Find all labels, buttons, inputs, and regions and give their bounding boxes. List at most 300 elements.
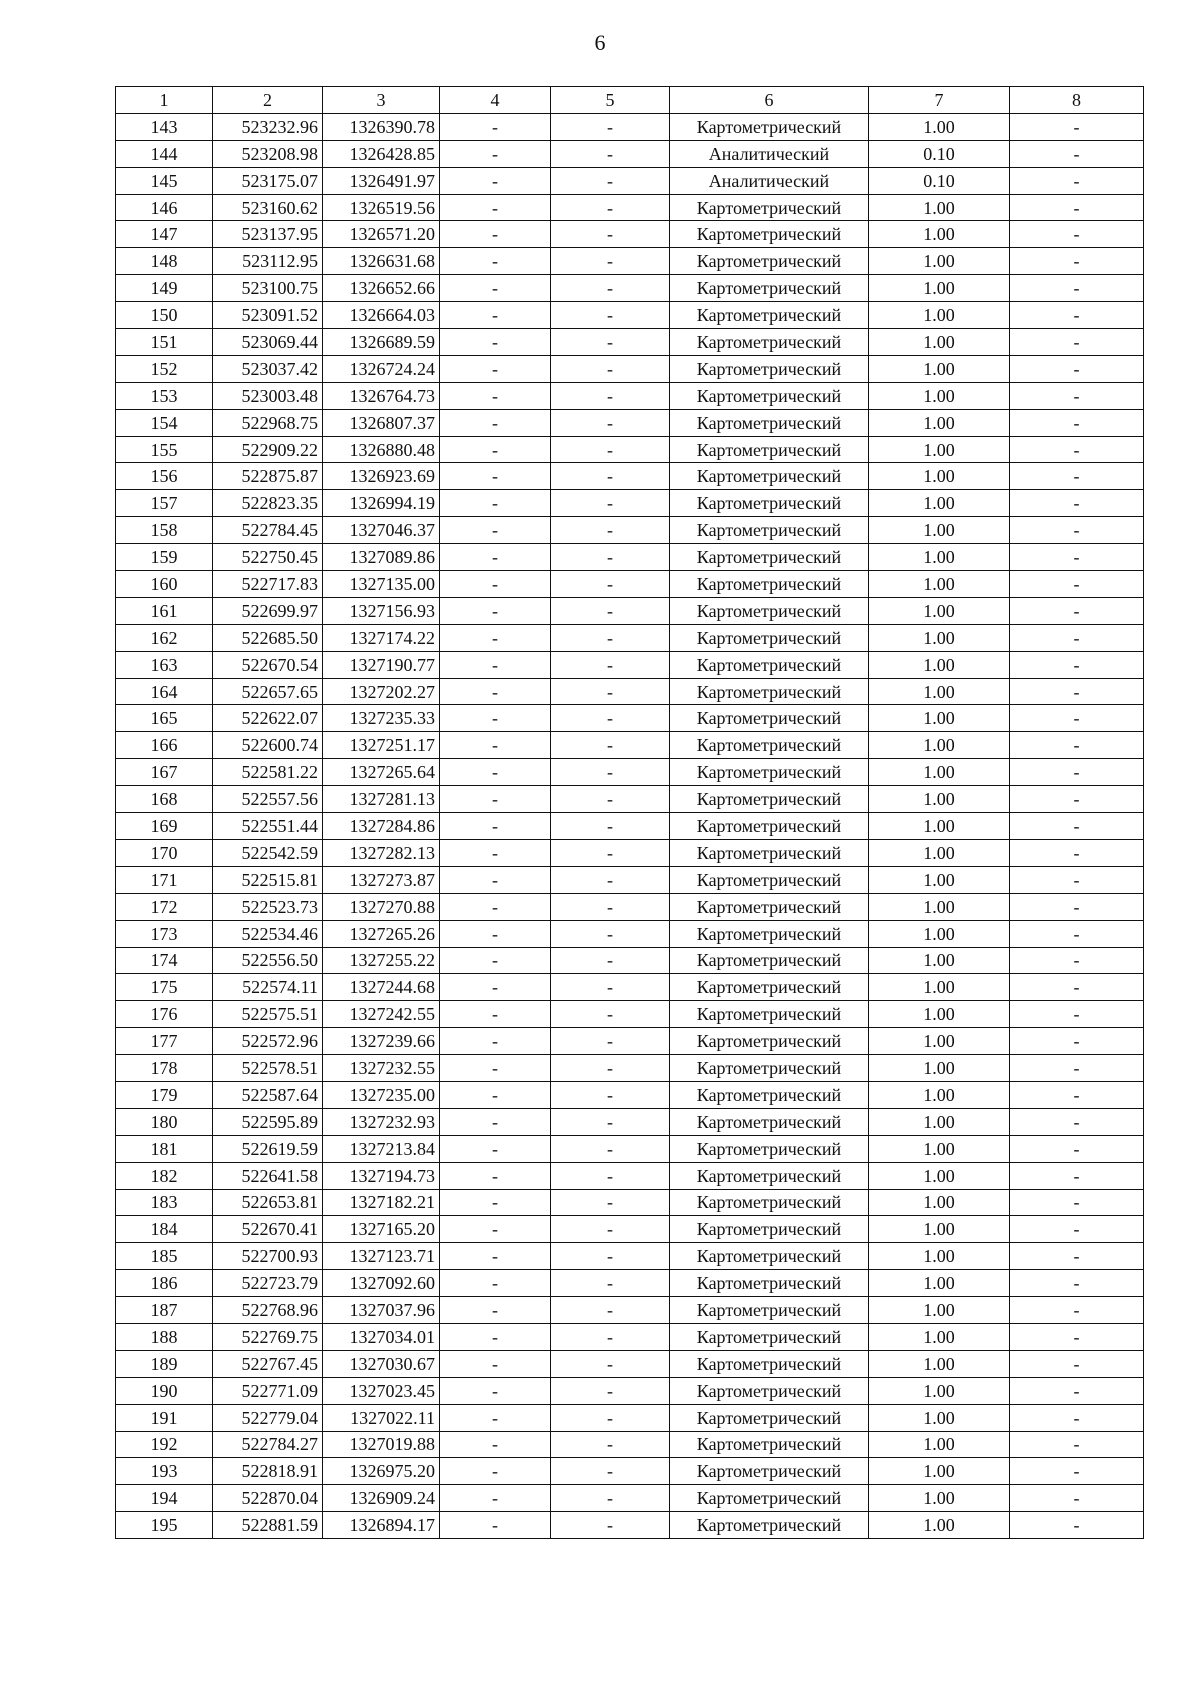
accuracy-cell: 1.00 bbox=[869, 786, 1010, 813]
table-row bbox=[116, 1431, 1144, 1458]
x-coordinate-cell: 522581.22 bbox=[213, 759, 323, 786]
table-row bbox=[116, 1243, 1144, 1270]
accuracy-cell: 1.00 bbox=[869, 490, 1010, 517]
column-4-cell: - bbox=[440, 1431, 551, 1458]
accuracy-cell: 0.10 bbox=[869, 140, 1010, 167]
column-4-cell: - bbox=[440, 248, 551, 275]
x-coordinate-cell: 523003.48 bbox=[213, 382, 323, 409]
accuracy-cell: 1.00 bbox=[869, 597, 1010, 624]
method-cell: Картометрический bbox=[670, 974, 869, 1001]
accuracy-cell: 1.00 bbox=[869, 329, 1010, 356]
method-cell: Картометрический bbox=[670, 839, 869, 866]
point-number-cell: 193 bbox=[116, 1458, 213, 1485]
column-8-cell: - bbox=[1010, 705, 1144, 732]
y-coordinate-cell: 1326664.03 bbox=[323, 302, 440, 329]
column-5-cell: - bbox=[551, 382, 670, 409]
table-row bbox=[116, 194, 1144, 221]
column-8-cell: - bbox=[1010, 571, 1144, 598]
column-8-cell: - bbox=[1010, 651, 1144, 678]
table-row bbox=[116, 974, 1144, 1001]
point-number-cell: 173 bbox=[116, 920, 213, 947]
table-row bbox=[116, 1001, 1144, 1028]
point-number-cell: 178 bbox=[116, 1055, 213, 1082]
column-5-cell: - bbox=[551, 1512, 670, 1539]
x-coordinate-cell: 523137.95 bbox=[213, 221, 323, 248]
column-4-cell: - bbox=[440, 167, 551, 194]
column-4-cell: - bbox=[440, 140, 551, 167]
x-coordinate-cell: 522784.45 bbox=[213, 517, 323, 544]
point-number-cell: 151 bbox=[116, 329, 213, 356]
column-5-cell: - bbox=[551, 678, 670, 705]
table-row bbox=[116, 571, 1144, 598]
column-5-cell: - bbox=[551, 1243, 670, 1270]
column-header-2: 2 bbox=[213, 87, 323, 114]
method-cell: Картометрический bbox=[670, 1485, 869, 1512]
point-number-cell: 182 bbox=[116, 1162, 213, 1189]
y-coordinate-cell: 1326631.68 bbox=[323, 248, 440, 275]
y-coordinate-cell: 1326923.69 bbox=[323, 463, 440, 490]
x-coordinate-cell: 522575.51 bbox=[213, 1001, 323, 1028]
table-row bbox=[116, 1135, 1144, 1162]
y-coordinate-cell: 1327190.77 bbox=[323, 651, 440, 678]
point-number-cell: 155 bbox=[116, 436, 213, 463]
table-row bbox=[116, 813, 1144, 840]
column-4-cell: - bbox=[440, 275, 551, 302]
accuracy-cell: 1.00 bbox=[869, 275, 1010, 302]
table-row bbox=[116, 409, 1144, 436]
accuracy-cell: 1.00 bbox=[869, 1162, 1010, 1189]
accuracy-cell: 1.00 bbox=[869, 113, 1010, 140]
y-coordinate-cell: 1327174.22 bbox=[323, 624, 440, 651]
point-number-cell: 191 bbox=[116, 1404, 213, 1431]
column-4-cell: - bbox=[440, 302, 551, 329]
point-number-cell: 144 bbox=[116, 140, 213, 167]
table-row bbox=[116, 1108, 1144, 1135]
accuracy-cell: 1.00 bbox=[869, 1108, 1010, 1135]
accuracy-cell: 1.00 bbox=[869, 1243, 1010, 1270]
column-4-cell: - bbox=[440, 1081, 551, 1108]
column-8-cell: - bbox=[1010, 1189, 1144, 1216]
x-coordinate-cell: 522595.89 bbox=[213, 1108, 323, 1135]
method-cell: Картометрический bbox=[670, 302, 869, 329]
accuracy-cell: 1.00 bbox=[869, 1323, 1010, 1350]
table-row bbox=[116, 732, 1144, 759]
accuracy-cell: 1.00 bbox=[869, 436, 1010, 463]
x-coordinate-cell: 522619.59 bbox=[213, 1135, 323, 1162]
table-row bbox=[116, 893, 1144, 920]
accuracy-cell: 1.00 bbox=[869, 1055, 1010, 1082]
column-8-cell: - bbox=[1010, 1377, 1144, 1404]
method-cell: Картометрический bbox=[670, 1108, 869, 1135]
column-5-cell: - bbox=[551, 866, 670, 893]
accuracy-cell: 1.00 bbox=[869, 1512, 1010, 1539]
table-row bbox=[116, 1323, 1144, 1350]
method-cell: Картометрический bbox=[670, 1431, 869, 1458]
column-5-cell: - bbox=[551, 1028, 670, 1055]
method-cell: Картометрический bbox=[670, 1216, 869, 1243]
column-8-cell: - bbox=[1010, 113, 1144, 140]
table-row bbox=[116, 1189, 1144, 1216]
point-number-cell: 189 bbox=[116, 1350, 213, 1377]
accuracy-cell: 1.00 bbox=[869, 382, 1010, 409]
x-coordinate-cell: 522622.07 bbox=[213, 705, 323, 732]
accuracy-cell: 1.00 bbox=[869, 1458, 1010, 1485]
column-8-cell: - bbox=[1010, 1404, 1144, 1431]
y-coordinate-cell: 1326428.85 bbox=[323, 140, 440, 167]
column-header-3: 3 bbox=[323, 87, 440, 114]
x-coordinate-cell: 522968.75 bbox=[213, 409, 323, 436]
x-coordinate-cell: 523175.07 bbox=[213, 167, 323, 194]
column-4-cell: - bbox=[440, 1323, 551, 1350]
column-4-cell: - bbox=[440, 1135, 551, 1162]
method-cell: Картометрический bbox=[670, 947, 869, 974]
table-row bbox=[116, 651, 1144, 678]
table-row bbox=[116, 490, 1144, 517]
x-coordinate-cell: 522670.54 bbox=[213, 651, 323, 678]
y-coordinate-cell: 1326880.48 bbox=[323, 436, 440, 463]
y-coordinate-cell: 1327046.37 bbox=[323, 517, 440, 544]
column-4-cell: - bbox=[440, 786, 551, 813]
column-4-cell: - bbox=[440, 1404, 551, 1431]
column-8-cell: - bbox=[1010, 329, 1144, 356]
y-coordinate-cell: 1327202.27 bbox=[323, 678, 440, 705]
accuracy-cell: 1.00 bbox=[869, 1377, 1010, 1404]
y-coordinate-cell: 1327281.13 bbox=[323, 786, 440, 813]
table-row bbox=[116, 678, 1144, 705]
column-4-cell: - bbox=[440, 1216, 551, 1243]
column-8-cell: - bbox=[1010, 1081, 1144, 1108]
column-header-8: 8 bbox=[1010, 87, 1144, 114]
x-coordinate-cell: 523091.52 bbox=[213, 302, 323, 329]
column-header-1: 1 bbox=[116, 87, 213, 114]
y-coordinate-cell: 1327022.11 bbox=[323, 1404, 440, 1431]
column-5-cell: - bbox=[551, 1216, 670, 1243]
y-coordinate-cell: 1327182.21 bbox=[323, 1189, 440, 1216]
column-4-cell: - bbox=[440, 839, 551, 866]
accuracy-cell: 1.00 bbox=[869, 1189, 1010, 1216]
accuracy-cell: 1.00 bbox=[869, 920, 1010, 947]
y-coordinate-cell: 1327165.20 bbox=[323, 1216, 440, 1243]
column-8-cell: - bbox=[1010, 759, 1144, 786]
point-number-cell: 159 bbox=[116, 544, 213, 571]
column-8-cell: - bbox=[1010, 839, 1144, 866]
method-cell: Картометрический bbox=[670, 1162, 869, 1189]
column-4-cell: - bbox=[440, 194, 551, 221]
column-5-cell: - bbox=[551, 140, 670, 167]
x-coordinate-cell: 522657.65 bbox=[213, 678, 323, 705]
method-cell: Аналитический bbox=[670, 140, 869, 167]
accuracy-cell: 1.00 bbox=[869, 194, 1010, 221]
x-coordinate-cell: 523160.62 bbox=[213, 194, 323, 221]
method-cell: Картометрический bbox=[670, 1135, 869, 1162]
column-8-cell: - bbox=[1010, 1001, 1144, 1028]
column-4-cell: - bbox=[440, 947, 551, 974]
method-cell: Картометрический bbox=[670, 571, 869, 598]
column-8-cell: - bbox=[1010, 1431, 1144, 1458]
column-4-cell: - bbox=[440, 1243, 551, 1270]
column-4-cell: - bbox=[440, 759, 551, 786]
y-coordinate-cell: 1327251.17 bbox=[323, 732, 440, 759]
column-4-cell: - bbox=[440, 382, 551, 409]
method-cell: Картометрический bbox=[670, 1270, 869, 1297]
x-coordinate-cell: 522515.81 bbox=[213, 866, 323, 893]
column-header-7: 7 bbox=[869, 87, 1010, 114]
y-coordinate-cell: 1327123.71 bbox=[323, 1243, 440, 1270]
table-row bbox=[116, 140, 1144, 167]
accuracy-cell: 1.00 bbox=[869, 1404, 1010, 1431]
method-cell: Картометрический bbox=[670, 463, 869, 490]
column-8-cell: - bbox=[1010, 248, 1144, 275]
x-coordinate-cell: 522779.04 bbox=[213, 1404, 323, 1431]
method-cell: Картометрический bbox=[670, 732, 869, 759]
table-row bbox=[116, 302, 1144, 329]
x-coordinate-cell: 523037.42 bbox=[213, 355, 323, 382]
point-number-cell: 160 bbox=[116, 571, 213, 598]
x-coordinate-cell: 522578.51 bbox=[213, 1055, 323, 1082]
column-5-cell: - bbox=[551, 974, 670, 1001]
point-number-cell: 177 bbox=[116, 1028, 213, 1055]
point-number-cell: 184 bbox=[116, 1216, 213, 1243]
point-number-cell: 181 bbox=[116, 1135, 213, 1162]
column-5-cell: - bbox=[551, 705, 670, 732]
column-5-cell: - bbox=[551, 409, 670, 436]
y-coordinate-cell: 1327265.64 bbox=[323, 759, 440, 786]
column-5-cell: - bbox=[551, 1189, 670, 1216]
column-5-cell: - bbox=[551, 544, 670, 571]
column-8-cell: - bbox=[1010, 866, 1144, 893]
x-coordinate-cell: 522823.35 bbox=[213, 490, 323, 517]
y-coordinate-cell: 1327089.86 bbox=[323, 544, 440, 571]
method-cell: Картометрический bbox=[670, 624, 869, 651]
column-8-cell: - bbox=[1010, 544, 1144, 571]
x-coordinate-cell: 522818.91 bbox=[213, 1458, 323, 1485]
y-coordinate-cell: 1327037.96 bbox=[323, 1297, 440, 1324]
method-cell: Картометрический bbox=[670, 382, 869, 409]
column-header-5: 5 bbox=[551, 87, 670, 114]
column-5-cell: - bbox=[551, 1297, 670, 1324]
column-4-cell: - bbox=[440, 732, 551, 759]
accuracy-cell: 1.00 bbox=[869, 1135, 1010, 1162]
table-row bbox=[116, 248, 1144, 275]
y-coordinate-cell: 1326807.37 bbox=[323, 409, 440, 436]
column-5-cell: - bbox=[551, 571, 670, 598]
x-coordinate-cell: 522523.73 bbox=[213, 893, 323, 920]
table-row bbox=[116, 705, 1144, 732]
column-8-cell: - bbox=[1010, 813, 1144, 840]
method-cell: Картометрический bbox=[670, 355, 869, 382]
y-coordinate-cell: 1327194.73 bbox=[323, 1162, 440, 1189]
column-4-cell: - bbox=[440, 705, 551, 732]
table-row bbox=[116, 786, 1144, 813]
column-header-6: 6 bbox=[670, 87, 869, 114]
accuracy-cell: 1.00 bbox=[869, 1350, 1010, 1377]
table-row bbox=[116, 113, 1144, 140]
method-cell: Картометрический bbox=[670, 517, 869, 544]
y-coordinate-cell: 1327235.00 bbox=[323, 1081, 440, 1108]
column-5-cell: - bbox=[551, 490, 670, 517]
method-cell: Картометрический bbox=[670, 705, 869, 732]
point-number-cell: 147 bbox=[116, 221, 213, 248]
column-8-cell: - bbox=[1010, 624, 1144, 651]
method-cell: Картометрический bbox=[670, 813, 869, 840]
x-coordinate-cell: 522556.50 bbox=[213, 947, 323, 974]
column-8-cell: - bbox=[1010, 1485, 1144, 1512]
column-4-cell: - bbox=[440, 1028, 551, 1055]
x-coordinate-cell: 522717.83 bbox=[213, 571, 323, 598]
column-5-cell: - bbox=[551, 1270, 670, 1297]
point-number-cell: 175 bbox=[116, 974, 213, 1001]
column-4-cell: - bbox=[440, 517, 551, 544]
y-coordinate-cell: 1326571.20 bbox=[323, 221, 440, 248]
y-coordinate-cell: 1326764.73 bbox=[323, 382, 440, 409]
column-5-cell: - bbox=[551, 1431, 670, 1458]
column-8-cell: - bbox=[1010, 1216, 1144, 1243]
y-coordinate-cell: 1327255.22 bbox=[323, 947, 440, 974]
column-8-cell: - bbox=[1010, 517, 1144, 544]
column-5-cell: - bbox=[551, 113, 670, 140]
method-cell: Картометрический bbox=[670, 1243, 869, 1270]
x-coordinate-cell: 522653.81 bbox=[213, 1189, 323, 1216]
y-coordinate-cell: 1327270.88 bbox=[323, 893, 440, 920]
method-cell: Картометрический bbox=[670, 920, 869, 947]
column-4-cell: - bbox=[440, 355, 551, 382]
method-cell: Картометрический bbox=[670, 409, 869, 436]
column-8-cell: - bbox=[1010, 1350, 1144, 1377]
column-4-cell: - bbox=[440, 1297, 551, 1324]
point-number-cell: 190 bbox=[116, 1377, 213, 1404]
column-8-cell: - bbox=[1010, 1323, 1144, 1350]
column-8-cell: - bbox=[1010, 275, 1144, 302]
column-8-cell: - bbox=[1010, 221, 1144, 248]
accuracy-cell: 1.00 bbox=[869, 1297, 1010, 1324]
column-8-cell: - bbox=[1010, 1055, 1144, 1082]
x-coordinate-cell: 522875.87 bbox=[213, 463, 323, 490]
column-header-4: 4 bbox=[440, 87, 551, 114]
point-number-cell: 188 bbox=[116, 1323, 213, 1350]
column-8-cell: - bbox=[1010, 893, 1144, 920]
y-coordinate-cell: 1327284.86 bbox=[323, 813, 440, 840]
method-cell: Картометрический bbox=[670, 1512, 869, 1539]
column-5-cell: - bbox=[551, 167, 670, 194]
column-4-cell: - bbox=[440, 113, 551, 140]
column-5-cell: - bbox=[551, 759, 670, 786]
method-cell: Картометрический bbox=[670, 1081, 869, 1108]
x-coordinate-cell: 522574.11 bbox=[213, 974, 323, 1001]
point-number-cell: 156 bbox=[116, 463, 213, 490]
x-coordinate-cell: 523100.75 bbox=[213, 275, 323, 302]
column-4-cell: - bbox=[440, 1458, 551, 1485]
column-4-cell: - bbox=[440, 409, 551, 436]
method-cell: Картометрический bbox=[670, 329, 869, 356]
column-8-cell: - bbox=[1010, 1243, 1144, 1270]
accuracy-cell: 1.00 bbox=[869, 517, 1010, 544]
column-4-cell: - bbox=[440, 1108, 551, 1135]
column-5-cell: - bbox=[551, 517, 670, 544]
column-4-cell: - bbox=[440, 813, 551, 840]
column-4-cell: - bbox=[440, 463, 551, 490]
column-5-cell: - bbox=[551, 597, 670, 624]
column-8-cell: - bbox=[1010, 409, 1144, 436]
column-5-cell: - bbox=[551, 1350, 670, 1377]
column-5-cell: - bbox=[551, 893, 670, 920]
x-coordinate-cell: 522641.58 bbox=[213, 1162, 323, 1189]
column-4-cell: - bbox=[440, 1350, 551, 1377]
column-5-cell: - bbox=[551, 813, 670, 840]
method-cell: Картометрический bbox=[670, 113, 869, 140]
column-8-cell: - bbox=[1010, 490, 1144, 517]
accuracy-cell: 1.00 bbox=[869, 409, 1010, 436]
column-8-cell: - bbox=[1010, 194, 1144, 221]
column-8-cell: - bbox=[1010, 167, 1144, 194]
point-number-cell: 148 bbox=[116, 248, 213, 275]
method-cell: Картометрический bbox=[670, 1323, 869, 1350]
table-row bbox=[116, 275, 1144, 302]
method-cell: Картометрический bbox=[670, 1055, 869, 1082]
y-coordinate-cell: 1327213.84 bbox=[323, 1135, 440, 1162]
column-8-cell: - bbox=[1010, 140, 1144, 167]
x-coordinate-cell: 522784.27 bbox=[213, 1431, 323, 1458]
column-8-cell: - bbox=[1010, 302, 1144, 329]
y-coordinate-cell: 1327019.88 bbox=[323, 1431, 440, 1458]
table-row bbox=[116, 382, 1144, 409]
table-row bbox=[116, 1081, 1144, 1108]
column-4-cell: - bbox=[440, 1512, 551, 1539]
y-coordinate-cell: 1327023.45 bbox=[323, 1377, 440, 1404]
point-number-cell: 153 bbox=[116, 382, 213, 409]
x-coordinate-cell: 522771.09 bbox=[213, 1377, 323, 1404]
accuracy-cell: 1.00 bbox=[869, 355, 1010, 382]
point-number-cell: 154 bbox=[116, 409, 213, 436]
point-number-cell: 183 bbox=[116, 1189, 213, 1216]
x-coordinate-cell: 522881.59 bbox=[213, 1512, 323, 1539]
point-number-cell: 158 bbox=[116, 517, 213, 544]
table-row bbox=[116, 947, 1144, 974]
column-8-cell: - bbox=[1010, 355, 1144, 382]
x-coordinate-cell: 522870.04 bbox=[213, 1485, 323, 1512]
method-cell: Картометрический bbox=[670, 651, 869, 678]
column-4-cell: - bbox=[440, 920, 551, 947]
table-row bbox=[116, 436, 1144, 463]
table-row bbox=[116, 759, 1144, 786]
y-coordinate-cell: 1326894.17 bbox=[323, 1512, 440, 1539]
column-4-cell: - bbox=[440, 893, 551, 920]
point-number-cell: 145 bbox=[116, 167, 213, 194]
accuracy-cell: 1.00 bbox=[869, 651, 1010, 678]
table-header-row bbox=[116, 87, 1144, 114]
method-cell: Картометрический bbox=[670, 544, 869, 571]
point-number-cell: 167 bbox=[116, 759, 213, 786]
y-coordinate-cell: 1327034.01 bbox=[323, 1323, 440, 1350]
column-8-cell: - bbox=[1010, 1297, 1144, 1324]
column-8-cell: - bbox=[1010, 463, 1144, 490]
x-coordinate-cell: 522557.56 bbox=[213, 786, 323, 813]
method-cell: Картометрический bbox=[670, 597, 869, 624]
x-coordinate-cell: 522700.93 bbox=[213, 1243, 323, 1270]
column-5-cell: - bbox=[551, 194, 670, 221]
column-5-cell: - bbox=[551, 786, 670, 813]
column-4-cell: - bbox=[440, 1377, 551, 1404]
y-coordinate-cell: 1327030.67 bbox=[323, 1350, 440, 1377]
x-coordinate-cell: 522670.41 bbox=[213, 1216, 323, 1243]
y-coordinate-cell: 1326519.56 bbox=[323, 194, 440, 221]
column-5-cell: - bbox=[551, 463, 670, 490]
column-4-cell: - bbox=[440, 571, 551, 598]
accuracy-cell: 1.00 bbox=[869, 705, 1010, 732]
column-8-cell: - bbox=[1010, 974, 1144, 1001]
column-4-cell: - bbox=[440, 1485, 551, 1512]
accuracy-cell: 1.00 bbox=[869, 544, 1010, 571]
y-coordinate-cell: 1326975.20 bbox=[323, 1458, 440, 1485]
